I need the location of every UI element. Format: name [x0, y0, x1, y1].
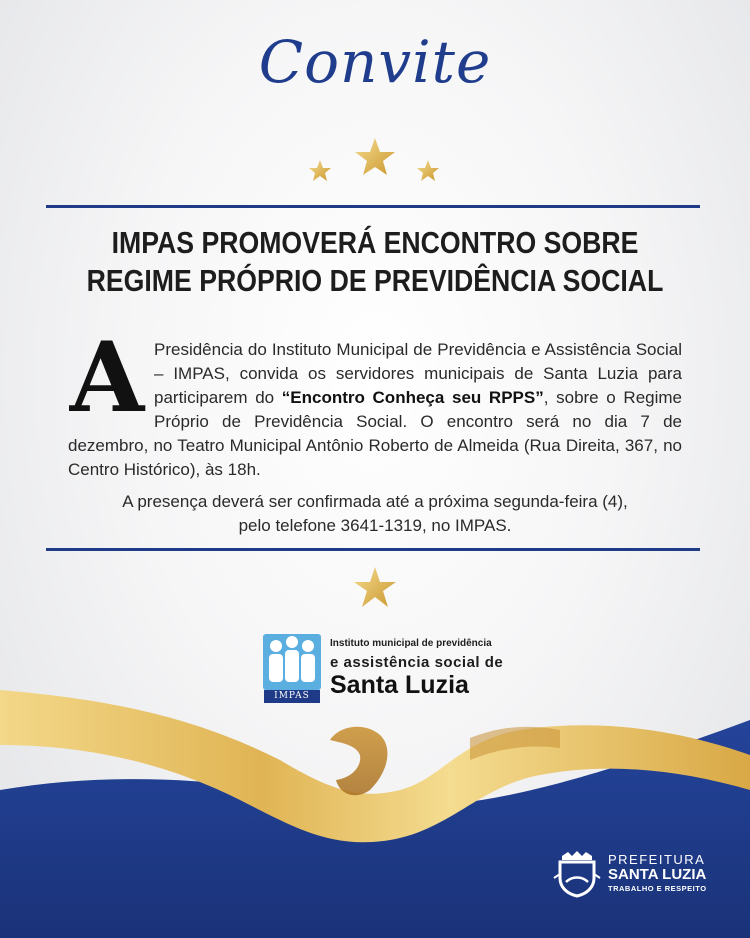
impas-logo-line-2: e assistência social de	[330, 654, 504, 671]
prefeitura-line-1: PREFEITURA	[608, 852, 706, 867]
impas-logo-line-1: Instituto municipal de previdência	[330, 638, 492, 649]
headline	[53, 224, 698, 300]
impas-logo	[262, 632, 504, 704]
city-crest-icon	[552, 848, 602, 898]
drop-cap: A	[69, 321, 145, 434]
invitation-body	[68, 321, 682, 482]
confirmation-note	[0, 490, 750, 538]
star-icon	[353, 566, 397, 610]
impas-tag: IMPAS	[264, 690, 320, 703]
body-text-part-1: Presidência do Instituto Municipal de Previdência e Assistência Social – IMPAS, convida os servidores municipais de Santa Luzia para participarem do	[154, 340, 682, 407]
invite-title: Convite	[258, 28, 492, 96]
divider-bottom	[46, 548, 700, 551]
event-name: “Encontro Conheça seu RPPS”	[281, 388, 544, 407]
headline-line-2: REGIME PRÓPRIO DE PREVIDÊNCIA SOCIAL	[86, 263, 664, 298]
confirmation-line-2: pelo telefone 3641-1319, no IMPAS.	[238, 516, 512, 535]
prefeitura-logo	[552, 848, 712, 898]
prefeitura-line-2: SANTA LUZIA	[608, 866, 707, 883]
divider-top	[46, 205, 700, 208]
body-text-part-2: , sobre o Regime Próprio de Previdência Social. O encontro será no dia 7 de dezembro, no Teatro Municipal Antônio Roberto de Almeida (Rua Direita, 367, no Centro Histórico), às 18h.	[68, 388, 682, 479]
star-icon	[417, 160, 439, 181]
impas-logo-line-3: Santa Luzia	[330, 671, 469, 699]
headline-line-1: IMPAS PROMOVERÁ ENCONTRO SOBRE	[111, 225, 639, 260]
star-icon	[355, 138, 395, 175]
confirmation-line-1: A presença deverá ser confirmada até a próxima segunda-feira (4),	[122, 492, 628, 511]
decorative-stars	[300, 138, 450, 188]
prefeitura-slogan: TRABALHO E RESPEITO	[608, 884, 707, 893]
star-icon	[309, 160, 331, 181]
